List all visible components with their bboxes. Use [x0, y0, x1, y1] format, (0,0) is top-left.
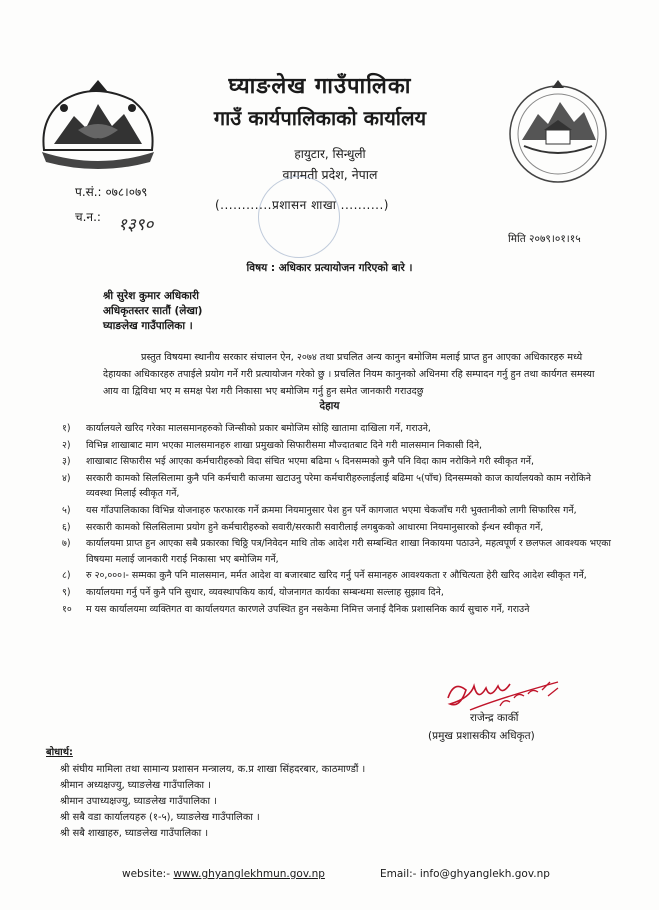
list-item: ३) शाखाबाट सिफारीस भई आएका कर्मचारीहरुको विदा संचित भएमा बढिमा ५ दिनसम्मको कुनै पनि विदा काम नरोकिने गरी स्वीकृत गर्ने,	[62, 456, 534, 468]
ref-ps-label: प.सं.:	[75, 185, 102, 199]
office-stamp-icon	[258, 176, 340, 258]
list-item: ७) कार्यालयमा प्राप्त हुन आएका सबै प्रकारका चिठ्ठि पत्र/निवेदन माथि तोक आदेश गरी सम्बन्धित शाखा निकायमा पठाउने, महत्वपूर्ण र छलफल आवश्यक भएका विषयमा मलाई जानकारी गराई निकासा भए बमोजिम गर्ने,	[62, 538, 611, 565]
footer-email	[380, 868, 550, 880]
footer-website	[122, 868, 325, 880]
cc-line: श्रीमान अध्यक्षज्यु, घ्याङलेख गाउँपालिका ।	[60, 780, 211, 791]
addressee-name: श्री सुरेश कुमार अधिकारी	[103, 290, 200, 302]
website-link[interactable]: www.ghyanglekhmun.gov.np	[173, 868, 325, 880]
ref-ps-value: ०७८।०७९	[105, 185, 148, 199]
list-item: ९) कार्यालयमा गर्नु पर्ने कुनै पनि सुधार, व्यवस्थापकिय कार्य, योजनागत कार्यका सम्बन्धमा सल्लाह सुझाव दिने,	[62, 587, 444, 599]
cc-heading: बोधार्थ:	[46, 747, 73, 758]
list-heading: देहाय	[319, 400, 340, 412]
email-label: Email:-	[380, 868, 417, 880]
list-item: ६) सरकारी कामको सिलसिलामा प्रयोग हुने कर्मचारीहरुको सवारी/सरकारी सवारीलाई लगबुकको आधारमा नियमानुसारको ईन्धन स्वीकृत गर्ने,	[62, 521, 544, 533]
ref-cn-value: १३९०	[118, 215, 154, 235]
website-label: website:-	[122, 868, 171, 880]
signer-name: राजेन्द्र कार्की	[470, 712, 519, 724]
office-name: गाउँ कार्यपालिकाको कार्यालय	[213, 106, 427, 130]
office-province: वागमती प्रदेश, नेपाल	[282, 167, 378, 182]
list-item: ५) यस गाँउपालिकाका विभिन्न योजनाहरु फरफारक गर्ने क्रममा नियमानुसार पेश हुन पर्ने कागजात भएमा चेकजाँच गरी भुक्तानीको लागी सिफारिस गर्ने,	[62, 505, 577, 517]
list-item: १० म यस कार्यालयमा व्यक्तिगत वा कार्यालयगत कारणले उपस्थित हुन नसकेमा निमित्त जनाई दैनिक प्रशासनिक कार्य सुचारु गर्ने, गराउने	[62, 603, 530, 615]
cc-line: श्री सबै वडा कार्यालयहरु (१-५), घ्याङलेख गाउँपालिका ।	[60, 812, 260, 823]
nepal-emblem-icon	[34, 78, 162, 178]
municipality-name: घ्याङलेख गाउँपालिका	[228, 73, 412, 99]
office-place: हायुटार, सिन्धुली	[294, 147, 366, 161]
ref-ps	[75, 183, 147, 200]
letter-subject: विषय : अधिकार प्रत्यायोजन गरिएको बारे ।	[246, 262, 413, 274]
list-item: १) कार्यालयले खरिद गरेका मालसमानहरुको जिन्सीको प्रकार बमोजिम सोहि खातामा दाखिला गर्ने, गराउने,	[62, 423, 431, 434]
letter-body-paragraph: प्रस्तुत विषयमा स्थानीय सरकार संचालन ऐन, २०७४ तथा प्रचलित अन्य कानुन बमोजिम मलाई प्राप्त हुन आएका अधिकारहरु मध्ये देहायका अधिकारहरु तपाईले प्रयोग गर्ने गरी प्रत्यायोजन गरेको छु । प्रचलित नियम कानुनको अधिनमा रहि सम्पादन गर्नु हुन तथा कार्यगत समस्या आय वा द्विविधा भए म समक्ष पेश गरी निकासा भए बमोजिम गर्नु हुन समेत जानकारी गराउदछु	[103, 352, 595, 397]
cc-line: श्री सबै शाखाहरु, घ्याङलेख गाउँपालिका ।	[60, 828, 209, 839]
list-item: ८) रु २०,०००।- सम्मका कुनै पनि मालसमान, मर्मत आदेश वा बजारबाट खरिद गर्नु पर्ने समानहरु आवश्यकता र औचित्यता हेरी खरिद आदेश स्वीकृत गर्ने,	[62, 570, 587, 582]
signer-title: (प्रमुख प्रशासकीय अधिकृत)	[428, 730, 535, 742]
municipality-logo-icon	[502, 80, 614, 188]
ref-cn	[75, 208, 101, 225]
addressee-position: अधिकृतस्तर सातौं (लेखा)	[103, 305, 203, 317]
email-link[interactable]: info@ghyanglekh.gov.np	[419, 868, 550, 880]
list-item: ४) सरकारी कामको सिलसिलामा कुनै पनि कर्मचारी काजमा खटाउनु परेमा कर्मचारीहरुलाईलाई बढिमा ५(पाँच) दिनसम्मको काज कार्यालयको काम नरोकिने व्यवस्था मिलाई स्वीकृत गर्ने,	[62, 473, 591, 500]
cc-line: श्रीमान उपाध्यक्षज्यु, घ्याङलेख गाउँपालिका ।	[60, 796, 217, 807]
letter-date: मिति २०७९।०१।१५	[508, 233, 581, 245]
list-item: २) विभिन्न शाखाबाट माग भएका मालसमानहरु शाखा प्रमुखको सिफारीसमा मौज्दातबाट दिने गरी मालसमान निकासी दिने,	[62, 439, 482, 451]
addressee-office: घ्याङलेख गाउँपालिका ।	[103, 320, 193, 332]
section-name: (............प्रशासन शाखा ..........)	[215, 198, 389, 212]
ref-cn-label: च.न.:	[75, 210, 101, 224]
delegation-list	[62, 421, 614, 618]
cc-line: श्री संघीय मामिला तथा सामान्य प्रशासन मन्त्रालय, क.प्र शाखा सिंहदरबार, काठमाण्डौं ।	[60, 764, 366, 775]
